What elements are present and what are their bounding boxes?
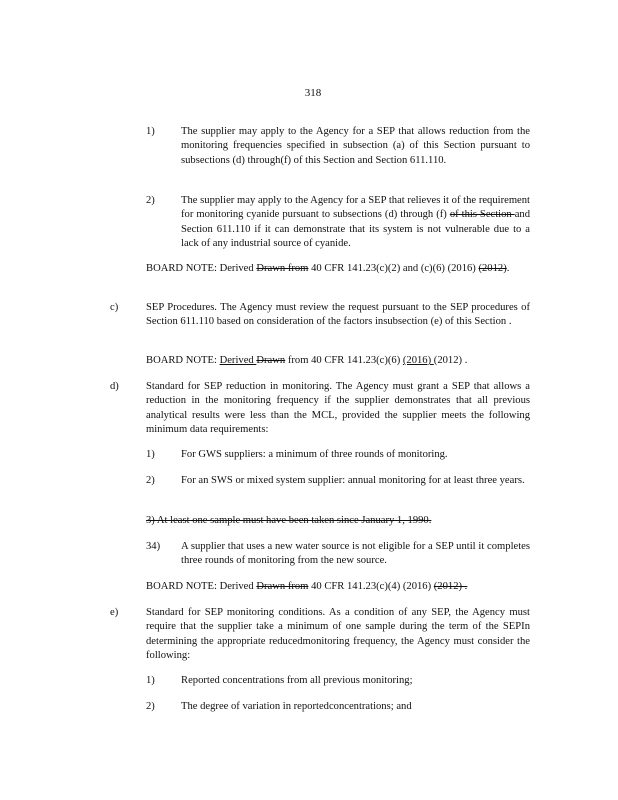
item-text — [181, 194, 530, 252]
board-note — [146, 580, 530, 594]
section-label: c) — [110, 302, 119, 313]
item-text: Reported concentrations from all previous monitoring; — [181, 675, 413, 686]
text-run: 40 CFR 141.23(c)(4) (2016) — [308, 581, 434, 592]
item-label: 1) — [146, 126, 155, 137]
item-text: A supplier that uses a new water source is not eligible for a SEP until it completes three rounds of monitoring from the new source. — [181, 541, 530, 567]
section-label: e) — [110, 607, 119, 618]
item-label: 2) — [146, 475, 155, 486]
text-run: . — [506, 263, 510, 274]
item-text: For an SWS or mixed system supplier: annual monitoring for at least three years. — [181, 475, 525, 486]
deleted-list-item: 3) At least one sample must have been taken since January 1, 1990. — [146, 515, 432, 526]
item-label: 1) — [146, 449, 155, 460]
text-run: BOARD NOTE: — [146, 355, 220, 366]
text-run: (2012) . — [433, 355, 468, 366]
deleted-text: (2012) . — [433, 581, 468, 592]
item-text: The degree of variation in reportedconcentrations; and — [181, 701, 412, 712]
item-label: 1) — [146, 675, 155, 686]
text-run: The supplier may apply to the Agency for a SEP that relieves it of the requirement for monitoring cyanide pursuant to subsections (d) through (f) — [181, 195, 530, 221]
text-run: 40 CFR 141.23(c)(2) and (c)(6) (2016) — [308, 263, 479, 274]
deleted-text: Drawn — [256, 355, 286, 366]
section-text: Standard for SEP monitoring conditions. As a condition of any SEP, the Agency must require that the supplier take a minimum of one sample during the term of the SEPIn determining the appropriate reducedmonitoring frequency, the Agency must consider the following: — [146, 607, 530, 662]
item-label: 34) — [146, 541, 161, 552]
section-label: d) — [110, 381, 119, 392]
board-note — [146, 262, 530, 276]
deleted-text: Drawn from — [256, 263, 309, 274]
deleted-text: (2012) — [478, 263, 507, 274]
inserted-text: Derived — [219, 355, 257, 366]
item-label: 2) — [146, 701, 155, 712]
section-text: Standard for SEP reduction in monitoring. The Agency must grant a SEP that allows a reduction in the monitoring frequency if the supplier demonstrates that all previous analytical results were less than the MCL, provided the supplier meets the following minimum data requirements: — [146, 381, 530, 436]
item-label: 2) — [146, 195, 155, 206]
text-run: BOARD NOTE: Derived — [146, 263, 257, 274]
item-text: The supplier may apply to the Agency for a SEP that allows reduction from the monitoring frequencies specified in subsection (a) of this Section pursuant to subsections (d) through(f) of this Section and Section 611.110. — [181, 126, 530, 166]
text-run: from 40 CFR 141.23(c)(6) — [285, 355, 403, 366]
page-number: 318 — [304, 87, 322, 99]
deleted-text: Drawn from — [256, 581, 309, 592]
section-text: SEP Procedures. The Agency must review the request pursuant to the SEP procedures of Section 611.110 based on consideration of the factors insubsection (e) of this Section . — [146, 302, 530, 328]
board-note — [146, 354, 530, 368]
text-run: and Section 611.110 if it can demonstrate that its system is not vulnerable due to a lack of any industrial source of cyanide. — [181, 209, 531, 250]
item-text: For GWS suppliers: a minimum of three rounds of monitoring. — [181, 449, 448, 460]
text-run: BOARD NOTE: Derived — [146, 581, 257, 592]
inserted-text: (2016) — [402, 355, 434, 366]
deleted-text: of this Section — [449, 209, 515, 221]
